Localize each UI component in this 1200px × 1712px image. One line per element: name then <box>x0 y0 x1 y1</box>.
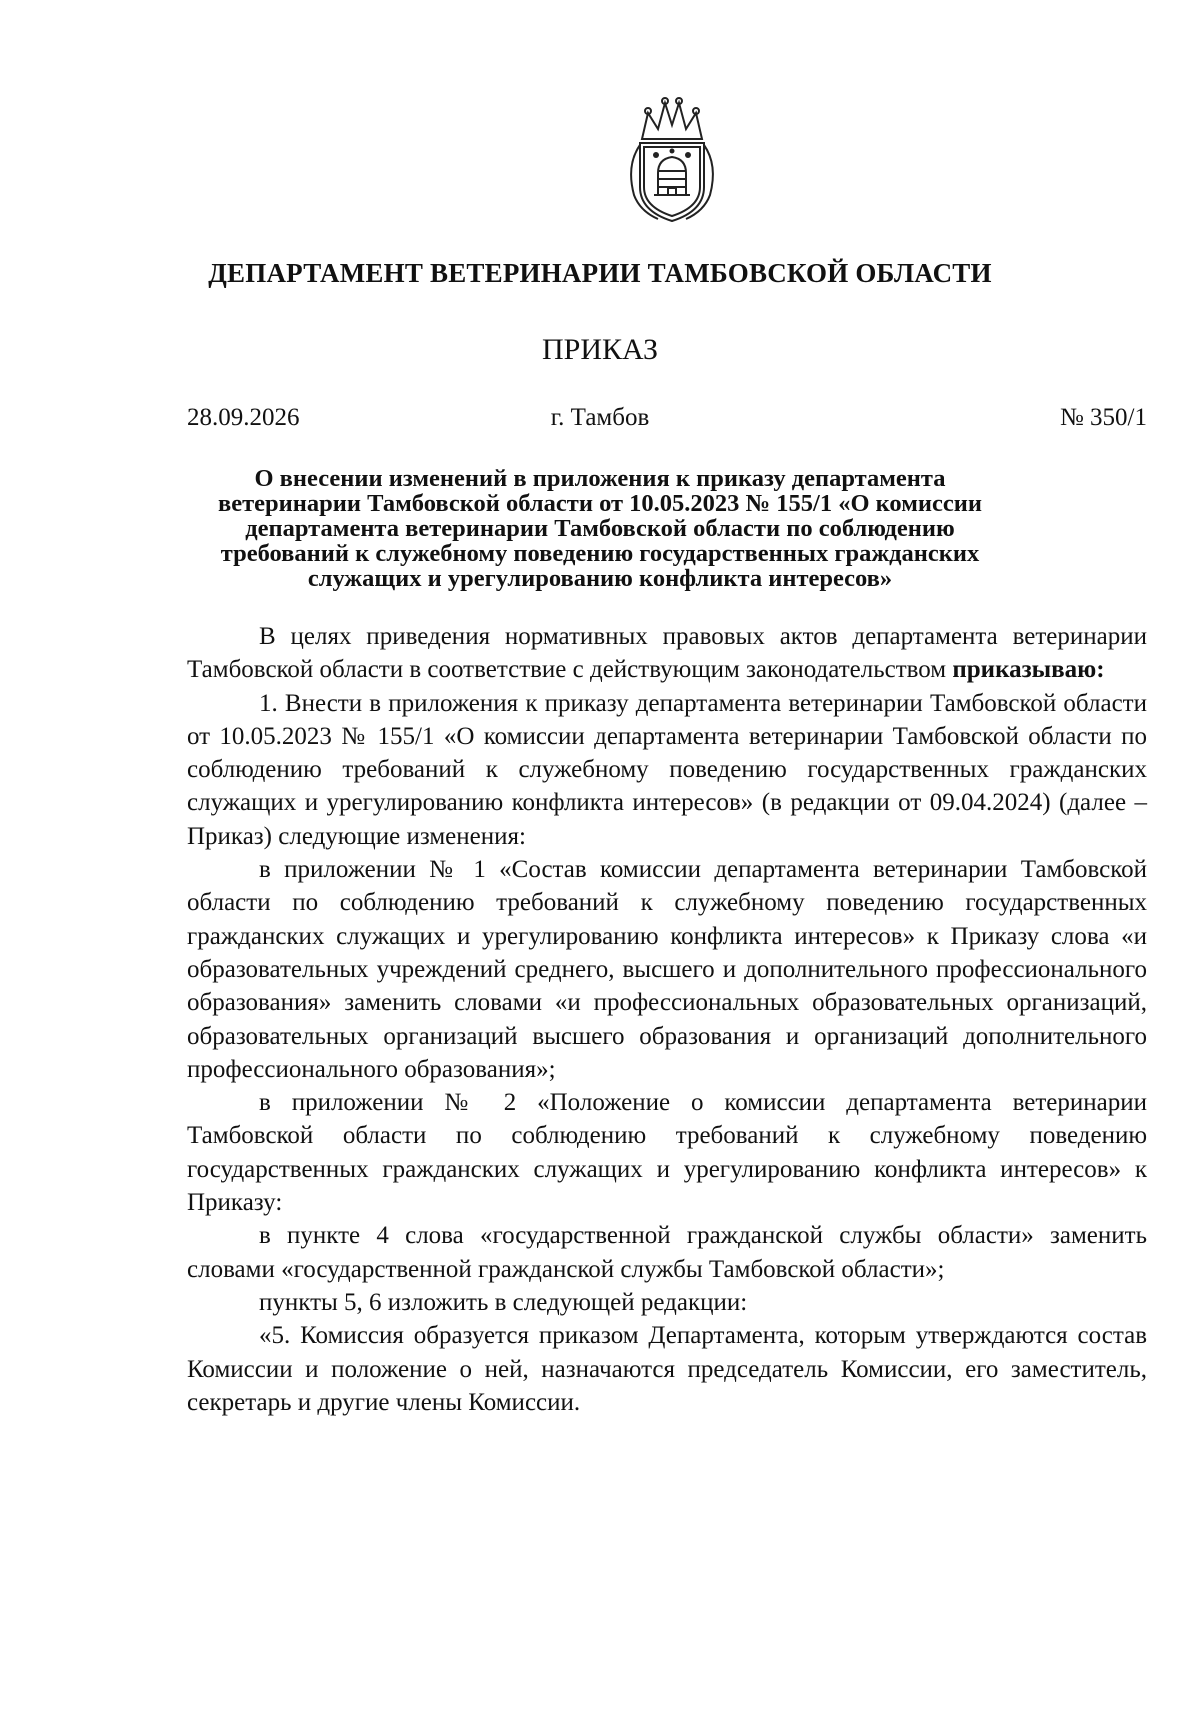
document-subject <box>150 466 1050 591</box>
intro-paragraph <box>187 620 1147 687</box>
document-type: ПРИКАЗ <box>542 333 658 366</box>
document-date: 28.09.2026 <box>187 404 300 431</box>
paragraph-1: 1. Внести в приложения к приказу департамента ветеринарии Тамбовской области от 10.05.2023 № 155/1 «О комиссии департамента ветеринарии Тамбовской области по соблюдению требований к служебному поведению государственных гражданских служащих и урегулированию конфликта интересов» (в редакции от 09.04.2024) (далее – Приказ) следующие изменения: <box>187 689 1147 850</box>
subject-line: департамента ветеринарии Тамбовской области по соблюдению <box>245 515 955 542</box>
paragraph-point-5-text: «5. Комиссия образуется приказом Департамента, которым утверждаются состав Комиссии и положение о ней, назначаются председатель Комиссии, его заместитель, секретарь и другие члены Комиссии. <box>187 1322 1147 1416</box>
paragraph-appendix-2: в приложении № 2 «Положение о комиссии департамента ветеринарии Тамбовской области по соблюдению требований к служебному поведению государственных гражданских служащих и урегулированию конфликта интересов» к Приказу: <box>187 1089 1147 1217</box>
document-number: № 350/1 <box>1059 404 1147 431</box>
order-verb: приказываю: <box>952 656 1105 684</box>
paragraph-points-5-6: пункты 5, 6 изложить в следующей редакции: <box>259 1288 748 1316</box>
subject-line: О внесении изменений в приложения к приказу департамента <box>254 465 946 492</box>
paragraph-appendix-1: в приложении № 1 «Состав комиссии департамента ветеринарии Тамбовской области по соблюдению требований к служебному поведению государственных гражданских служащих и урегулированию конфликта интересов» к Приказу слова «и образовательных учреждений среднего, высшего и дополнительного профессионального образования» заменить словами «и профессиональных образовательных организаций, образовательных организаций высшего образования и организаций дополнительного профессионального образования»; <box>187 856 1147 1083</box>
tambov-coat-of-arms-icon <box>618 95 726 227</box>
department-name: ДЕПАРТАМЕНТ ВЕТЕРИНАРИИ ТАМБОВСКОЙ ОБЛАСТИ <box>208 258 992 288</box>
paragraph-point-4: в пункте 4 слова «государственной гражданской службы области» заменить словами «государственной гражданской службы Тамбовской области»; <box>187 1222 1147 1283</box>
subject-line: ветеринарии Тамбовской области от 10.05.2023 № 155/1 «О комиссии <box>218 490 982 517</box>
intro-text: В целях приведения нормативных правовых актов департамента ветеринарии Тамбовской области в соответствие с действующим законодательством <box>187 623 1147 684</box>
document-city: г. Тамбов <box>550 404 650 431</box>
document-body <box>187 620 1147 1419</box>
subject-line: требований к служебному поведению государственных гражданских <box>220 540 980 567</box>
subject-line: служащих и урегулированию конфликта интересов» <box>307 565 893 592</box>
